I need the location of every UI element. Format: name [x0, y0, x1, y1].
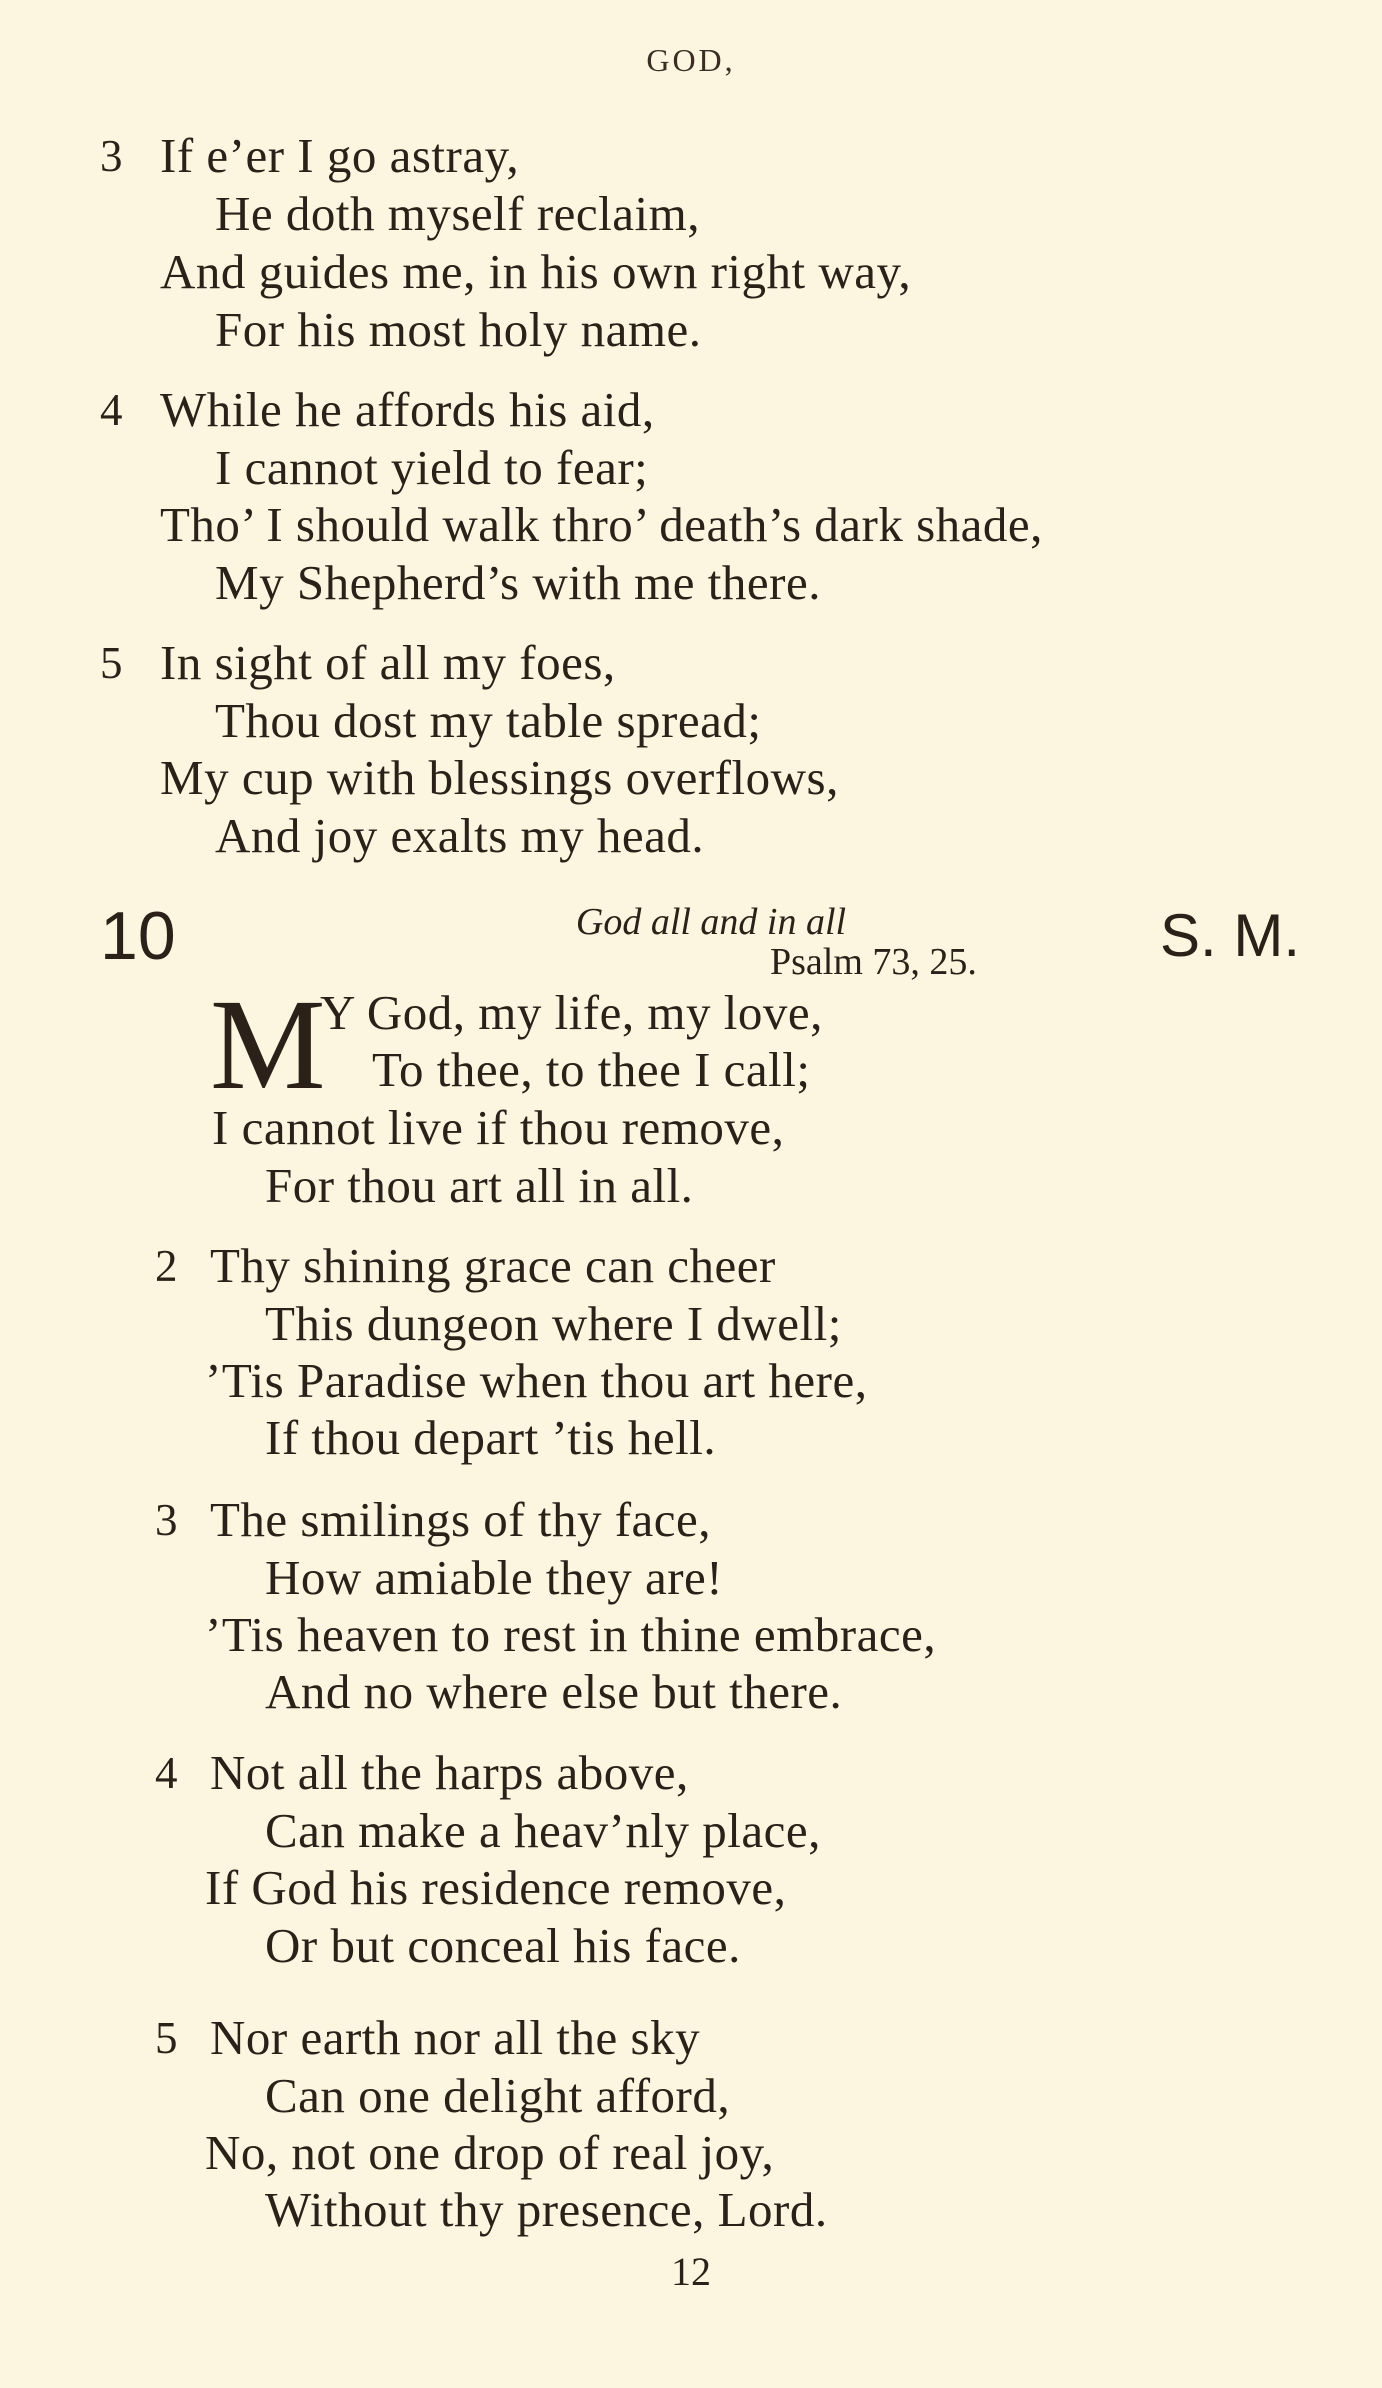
verse-line: Can make a heav’nly place,: [265, 1803, 821, 1858]
stanza-number: 5: [100, 638, 123, 688]
stanza-number: 2: [155, 1241, 178, 1291]
verse-line: I cannot yield to fear;: [215, 440, 649, 495]
verse-line: My cup with blessings overflows,: [160, 750, 839, 805]
verse-line: And no where else but there.: [265, 1664, 843, 1719]
verse-line: To thee, to thee I call;: [372, 1042, 811, 1097]
drop-cap: M: [210, 973, 326, 1117]
verse-line: The smilings of thy face,: [210, 1492, 712, 1547]
verse-line: For thou art all in all.: [265, 1158, 694, 1213]
verse-line: ’Tis Paradise when thou art here,: [205, 1353, 868, 1408]
verse-line: While he affords his aid,: [160, 382, 655, 437]
stanza-number: 5: [155, 2013, 178, 2063]
verse-line: This dungeon where I dwell;: [265, 1296, 842, 1351]
meter-label: S. M.: [1160, 902, 1301, 969]
verse-line: Or but conceal his face.: [265, 1918, 741, 1973]
verse-line: Thy shining grace can cheer: [210, 1238, 776, 1293]
verse-line: Without thy presence, Lord.: [265, 2182, 828, 2237]
verse-line: Y God, my life, my love,: [320, 985, 823, 1040]
verse-line: If God his residence remove,: [205, 1860, 787, 1915]
verse-line: I cannot live if thou remove,: [212, 1100, 785, 1155]
verse-line: If thou depart ’tis hell.: [265, 1410, 717, 1465]
verse-line: In sight of all my foes,: [160, 635, 616, 690]
verse-line: ’Tis heaven to rest in thine embrace,: [205, 1607, 937, 1662]
stanza-number: 3: [100, 131, 123, 181]
verse-line: No, not one drop of real joy,: [205, 2125, 775, 2180]
running-head: GOD,: [646, 42, 736, 78]
verse-line: How amiable they are!: [265, 1550, 724, 1605]
stanza-number: 4: [100, 385, 123, 435]
stanza-number: 3: [155, 1495, 178, 1545]
verse-line: For his most holy name.: [215, 302, 702, 357]
verse-line: He doth myself reclaim,: [215, 186, 701, 241]
verse-line: Tho’ I should walk thro’ death’s dark shade,: [160, 497, 1043, 552]
hymn-number: 10: [100, 898, 176, 974]
verse-line: And guides me, in his own right way,: [160, 244, 912, 299]
stanza-number: 4: [155, 1748, 178, 1798]
verse-line: Thou dost my table spread;: [215, 693, 762, 748]
scripture-reference: Psalm 73, 25.: [770, 941, 977, 983]
verse-line: Not all the harps above,: [210, 1745, 689, 1800]
verse-line: Can one delight afford,: [265, 2068, 731, 2123]
verse-line: My Shepherd’s with me there.: [215, 555, 821, 610]
verse-line: If e’er I go astray,: [160, 128, 520, 183]
page-number: 12: [671, 2249, 711, 2294]
hymn-title: God all and in all: [575, 901, 847, 943]
verse-line: And joy exalts my head.: [215, 808, 705, 863]
verse-line: Nor earth nor all the sky: [210, 2010, 701, 2065]
